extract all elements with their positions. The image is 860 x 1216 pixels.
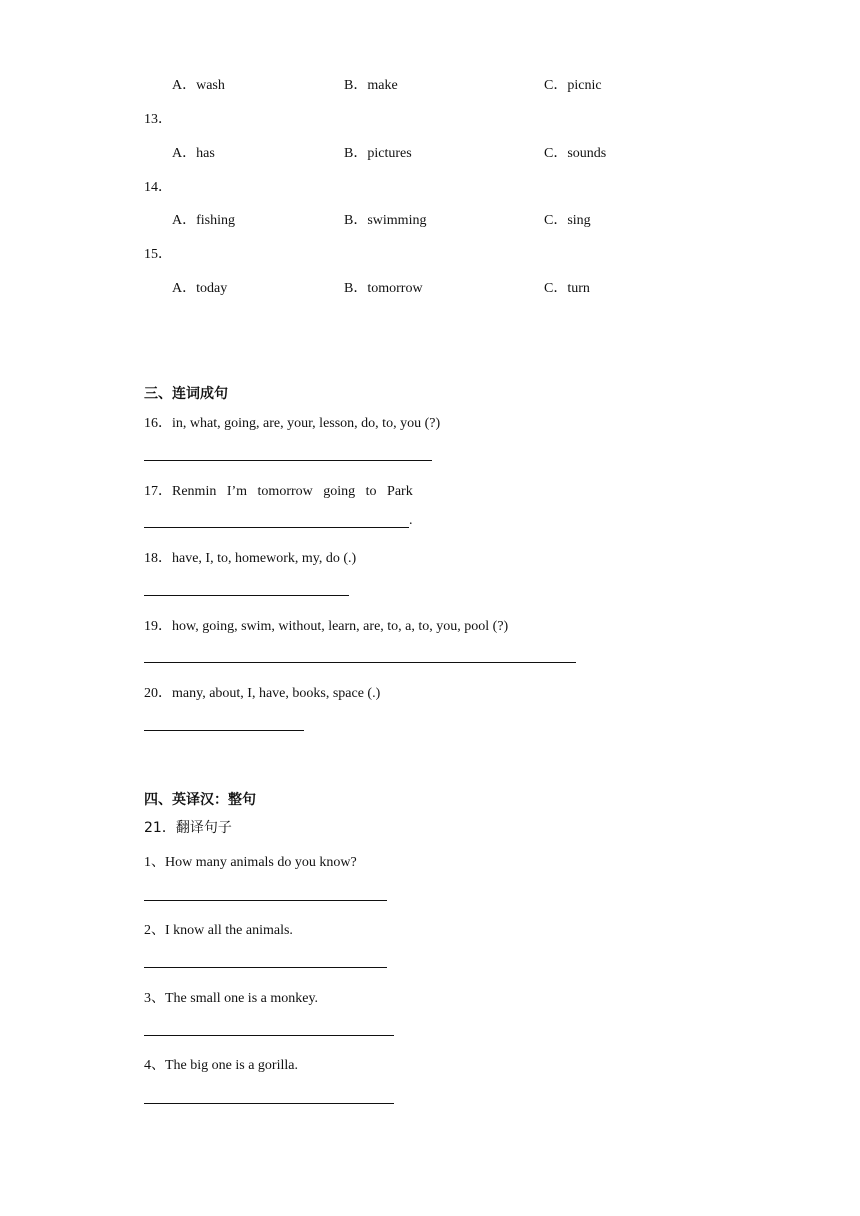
translate-item-1: 1、How many animals do you know?	[144, 855, 357, 870]
answer-line-21-4[interactable]	[144, 1103, 394, 1104]
option-12-c: C．picnic	[544, 78, 602, 93]
option-13-c: C．sounds	[544, 146, 607, 161]
section-3-title: 三、连词成句	[144, 386, 228, 402]
answer-line-18[interactable]	[144, 595, 349, 596]
option-12-a: A．wash	[172, 78, 225, 93]
option-14-b: B．swimming	[344, 213, 427, 228]
answer-line-21-2[interactable]	[144, 967, 387, 968]
question-18: 18．have, I, to, homework, my, do (.)	[144, 551, 357, 566]
question-13-number: 13．	[144, 112, 172, 127]
option-14-c: C．sing	[544, 213, 591, 228]
answer-line-16[interactable]	[144, 460, 432, 461]
option-15-c: C．turn	[544, 281, 590, 296]
translate-item-4: 4、The big one is a gorilla.	[144, 1058, 298, 1073]
translate-item-3: 3、The small one is a monkey.	[144, 991, 319, 1006]
question-16: 16．in, what, going, are, your, lesson, do, to, you (?)	[144, 416, 441, 431]
option-13-b: B．pictures	[344, 146, 412, 161]
question-17: 17．Renmin I’m tomorrow going to Park	[144, 484, 413, 499]
question-17-period: .	[409, 513, 413, 528]
answer-line-17[interactable]	[144, 527, 409, 528]
answer-line-20[interactable]	[144, 730, 304, 731]
question-20: 20．many, about, I, have, books, space (.)	[144, 686, 381, 701]
answer-line-19[interactable]	[144, 662, 576, 663]
option-12-b: B．make	[344, 78, 398, 93]
question-19: 19．how, going, swim, without, learn, are, to, a, to, you, pool (?)	[144, 619, 509, 634]
answer-line-21-1[interactable]	[144, 900, 387, 901]
section-4-title: 四、英译汉：整句	[144, 792, 256, 808]
option-13-a: A．has	[172, 146, 215, 161]
question-14-number: 14．	[144, 180, 172, 195]
option-15-a: A．today	[172, 281, 228, 296]
question-21: 21．翻译句子	[144, 820, 232, 836]
answer-line-21-3[interactable]	[144, 1035, 394, 1036]
translate-item-2: 2、I know all the animals.	[144, 923, 293, 938]
option-14-a: A．fishing	[172, 213, 235, 228]
question-15-number: 15．	[144, 247, 172, 262]
option-15-b: B．tomorrow	[344, 281, 423, 296]
